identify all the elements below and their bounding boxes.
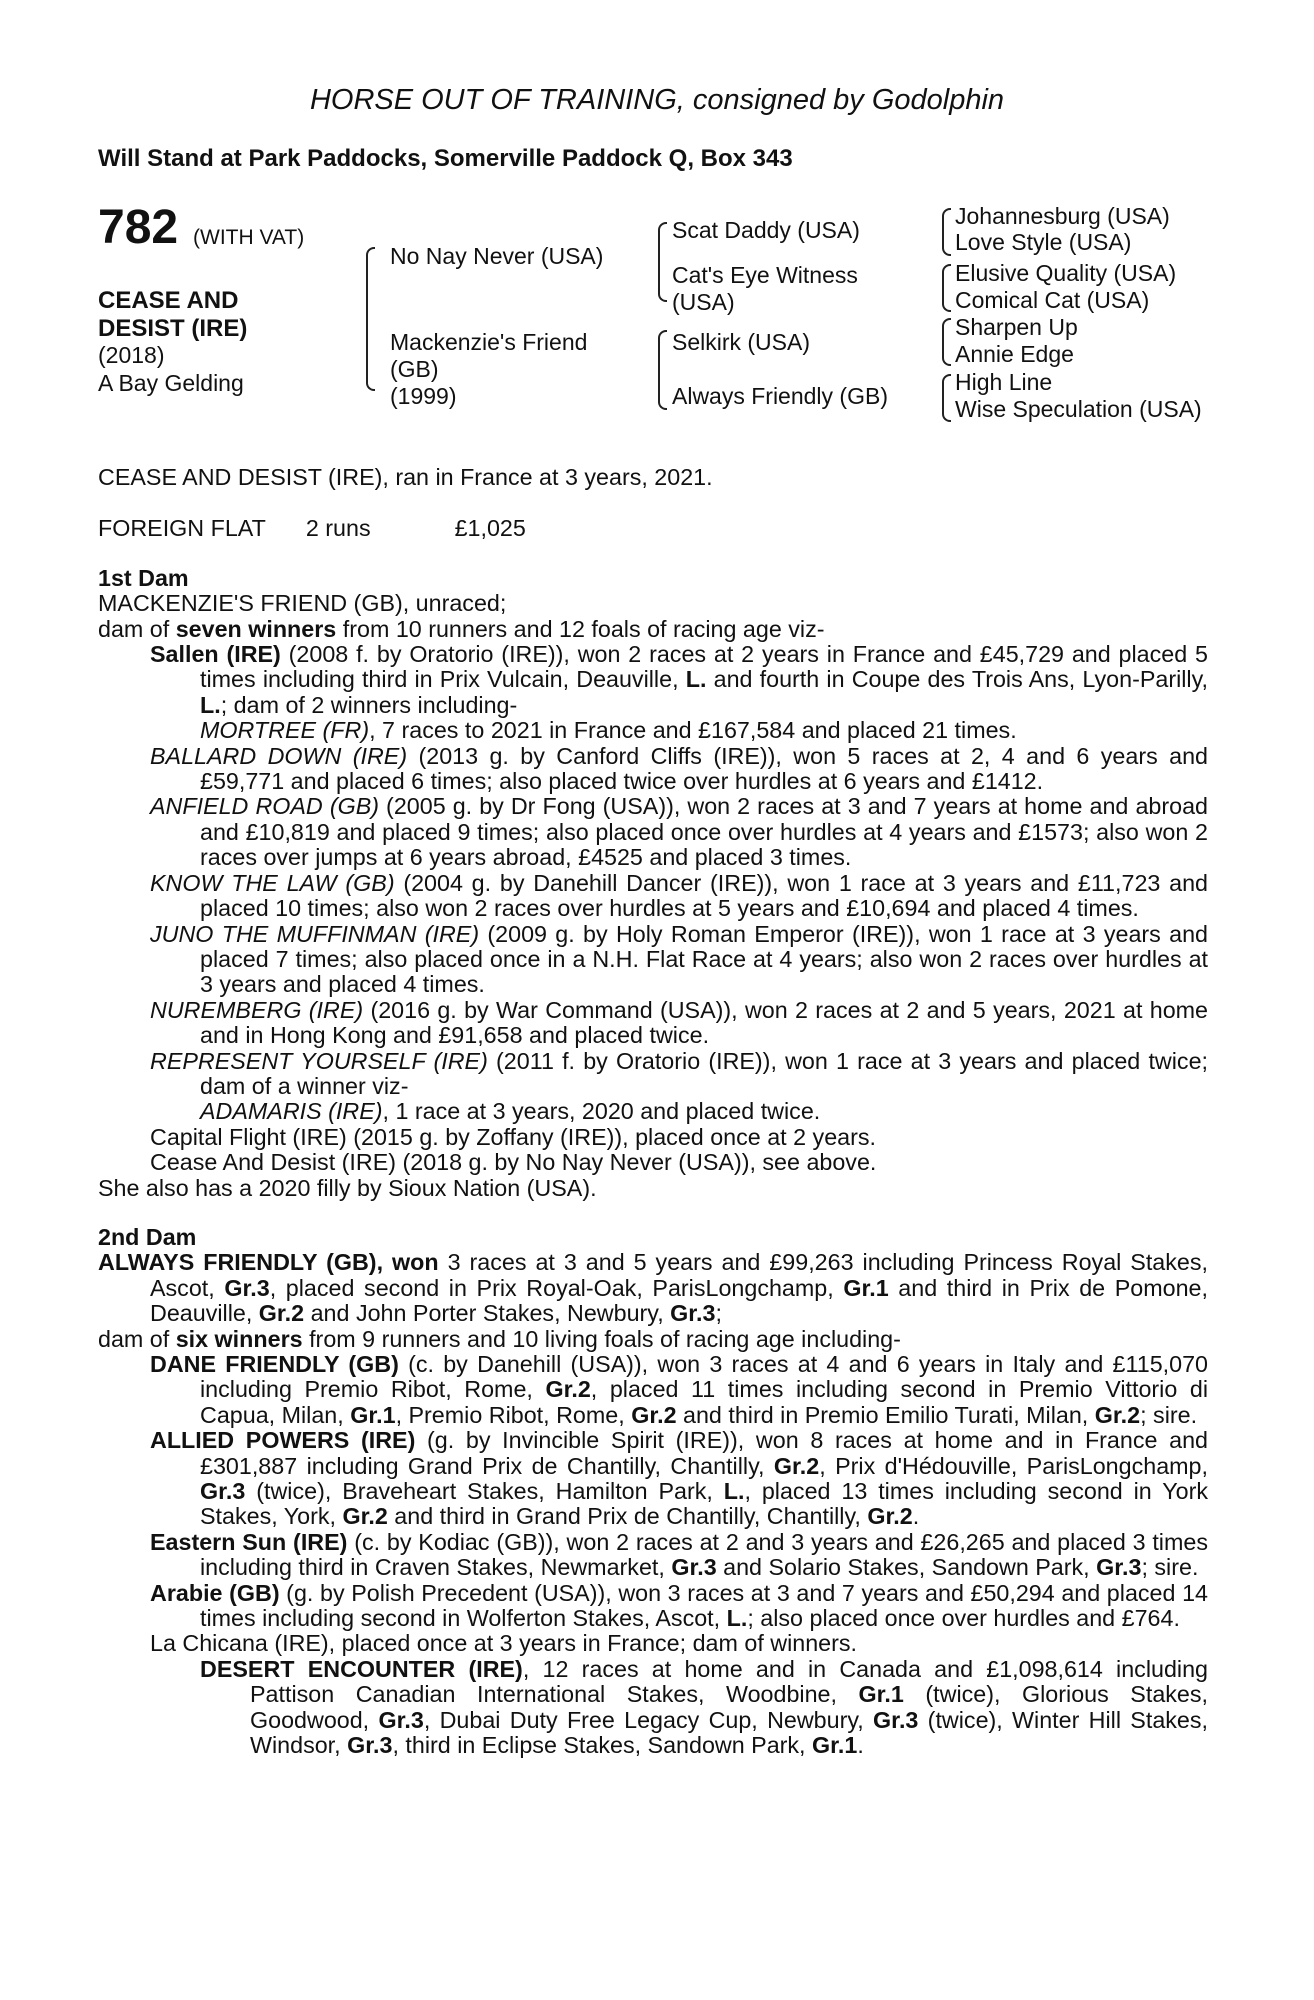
progeny-cease-and-desist: Cease And Desist (IRE) (2018 g. by No Nay Never (USA)), see above. [150, 1149, 877, 1176]
first-dam-name: MACKENZIE'S FRIEND (GB), unraced; [98, 590, 507, 617]
horse-meta [98, 341, 244, 397]
pedigree-brace-bottom [366, 323, 375, 391]
record-earnings: £1,025 [454, 515, 526, 542]
pedigree-dss: Sharpen Up [955, 314, 1078, 340]
pedigree-sire-dam [672, 262, 858, 316]
progeny-la-chicana: La Chicana (IRE), placed once at 3 years in France; dam of winners. [150, 1630, 858, 1657]
horse-description: A Bay Gelding [98, 370, 244, 396]
pedigree-dam-line1: Mackenzie's Friend [390, 329, 588, 355]
pedigree-sire-sire: Scat Daddy (USA) [672, 217, 860, 243]
pedigree-dam-sire: Selkirk (USA) [672, 329, 811, 355]
pedigree-sire: No Nay Never (USA) [390, 243, 604, 269]
progeny-juno: JUNO THE MUFFINMAN (IRE) (2009 g. by Holy Roman Emperor (IRE)), won 1 race at 3 years and placed 7 times; also placed once in a N.H. Flat Race at 4 years; also won 2 races over hurdles at 3 years and placed 4 times. [150, 920, 1208, 998]
progeny-allied-powers: ALLIED POWERS (IRE) (g. by Invincible Spirit (IRE)), won 8 races at home and in France and £301,887 including Grand Prix de Chantilly, Chantilly, Gr.2, Prix d'Hédouville, ParisLongchamp, Gr.3 (twice), Braveheart Stakes, Hamilton Park, L., placed 13 times including second in York Stakes, York, Gr.2 and third in Grand Prix de Chantilly, Chantilly, Gr.2. [150, 1427, 1209, 1530]
pedigree-sire-dam-line1: Cat's Eye Witness [672, 262, 858, 288]
progeny-represent-yourself: REPRESENT YOURSELF (IRE) (2011 f. by Oratorio (IRE)), won 1 race at 3 years and placed twice; dam of a winner viz- [150, 1047, 1208, 1099]
race-record [98, 514, 1208, 541]
page-title: HORSE OUT OF TRAINING, consigned by Godolphin [309, 84, 1005, 116]
pedigree-brace-g3-3 [942, 318, 951, 366]
progeny-arabie: Arabie (GB) (g. by Polish Precedent (USA)), won 3 races at 3 and 7 years and £50,294 and placed 14 times including second in Wolferton Stakes, Ascot, L.; also placed once over hurdles and £764. [150, 1579, 1208, 1632]
foaling-year: (2018) [98, 342, 165, 368]
pedigree-dam-dam: Always Friendly (GB) [672, 383, 888, 409]
first-dam-heading: 1st Dam [98, 564, 189, 591]
stand-location: Will Stand at Park Paddocks, Somerville Paddock Q, Box 343 [98, 145, 793, 172]
pedigree-dsd: Annie Edge [955, 341, 1074, 367]
progeny-ballard-down: BALLARD DOWN (IRE) (2013 g. by Canford Cliffs (IRE)), won 5 races at 2, 4 and 6 years and £59,771 and placed 6 times; also placed twice over hurdles at 6 years and £1412. [150, 742, 1209, 795]
catalogue-body [98, 465, 1208, 1759]
progeny-dane-friendly: DANE FRIENDLY (GB) (c. by Danehill (USA)), won 3 races at 4 and 6 years in Italy and £115,070 including Premio Ribot, Rome, Gr.2, placed 11 times including second in Premio Vittorio di Capua, Milan, Gr.1, Premio Ribot, Rome, Gr.2 and third in Premio Emilio Turati, Milan, Gr.2; sire. [150, 1351, 1208, 1428]
record-runs: 2 runs [305, 515, 371, 542]
progeny-nuremberg: NUREMBERG (IRE) (2016 g. by War Command (USA)), won 2 races at 2 and 5 years, 2021 at home and in Hong Kong and £91,658 and placed twice. [150, 996, 1209, 1049]
pedigree-sds: Elusive Quality (USA) [955, 260, 1177, 286]
pedigree-brace-sire-parents [658, 222, 667, 302]
second-dam-produce: dam of six winners from 9 runners and 10 living foals of racing age including- [98, 1325, 901, 1352]
lot-number: 782 [98, 201, 179, 254]
second-dam-heading: 2nd Dam [98, 1223, 197, 1250]
pedigree-dam [390, 329, 587, 410]
progeny-adamaris: ADAMARIS (IRE), 1 race at 3 years, 2020 and placed twice. [200, 1098, 821, 1125]
progeny-eastern-sun: Eastern Sun (IRE) (c. by Kodiac (GB)), won 2 races at 2 and 3 years and £26,265 and placed 3 times including third in Craven Stakes, Newmarket, Gr.3 and Solario Stakes, Sandown Park, Gr.3; sire. [150, 1528, 1208, 1581]
progeny-anfield-road: ANFIELD ROAD (GB) (2005 g. by Dr Fong (USA)), won 2 races at 3 and 7 years at home and abroad and £10,819 and placed 9 times; also placed once over hurdles at 4 years and £1573; also won 2 races over jumps at 6 years abroad, £4525 and placed 3 times. [150, 793, 1208, 871]
second-dam-record: ALWAYS FRIENDLY (GB), won 3 races at 3 and 5 years and £99,263 including Princess Royal Stakes, Ascot, Gr.3, placed second in Prix Royal-Oak, ParisLongchamp, Gr.1 and third in Prix de Pomone, Deauville, Gr.2 and John Porter Stakes, Newbury, Gr.3; [98, 1249, 1208, 1327]
horse-name [98, 287, 247, 343]
pedigree-ddd: Wise Speculation (USA) [955, 396, 1202, 422]
pedigree-brace-top [366, 247, 375, 326]
progeny-sallen: Sallen (IRE) (2008 f. by Oratorio (IRE)), won 2 races at 2 years in France and £45,729 and placed 5 times including third in Prix Vulcain, Deauville, L. and fourth in Coupe des Trois Ans, Lyon-Parilly, L.; dam of 2 winners including- [150, 641, 1208, 718]
pedigree-brace-g3-2 [942, 264, 951, 312]
progeny-know-the-law: KNOW THE LAW (GB) (2004 g. by Danehill Dancer (IRE)), won 1 race at 3 years and £11,723 and placed 10 times; also won 2 races over hurdles at 5 years and £10,694 and placed 4 times. [150, 869, 1208, 922]
pedigree-dam-line3: (1999) [390, 383, 457, 409]
pedigree-sire-dam-line2: (USA) [672, 289, 735, 315]
horse-name-line2: DESIST (IRE) [98, 315, 248, 342]
first-dam-note: She also has a 2020 filly by Sioux Nation (USA). [98, 1174, 597, 1201]
pedigree-ssd: Love Style (USA) [955, 229, 1132, 255]
race-summary: CEASE AND DESIST (IRE), ran in France at 3 years, 2021. [98, 464, 713, 490]
pedigree-dam-line2: (GB) [390, 356, 439, 382]
pedigree-dds: High Line [955, 369, 1053, 395]
pedigree-brace-dam-parents [658, 330, 667, 410]
progeny-desert-encounter: DESERT ENCOUNTER (IRE), 12 races at home and in Canada and £1,098,614 including Pattison Canadian International Stakes, Woodbine, Gr.1 (twice), Glorious Stakes, Goodwood, Gr.3, Dubai Duty Free Legacy Cup, Newbury, Gr.3 (twice), Winter Hill Stakes, Windsor, Gr.3, third in Eclipse Stakes, Sandown Park, Gr.1. [200, 1655, 1209, 1759]
pedigree-sss: Johannesburg (USA) [955, 203, 1170, 229]
first-dam-produce: dam of seven winners from 10 runners and 12 foals of racing age viz- [98, 615, 825, 642]
horse-name-line1: CEASE AND [98, 287, 239, 314]
progeny-capital-flight: Capital Flight (IRE) (2015 g. by Zoffany (IRE)), placed once at 2 years. [150, 1123, 876, 1150]
pedigree-sdd: Comical Cat (USA) [955, 287, 1150, 313]
vat-label: (WITH VAT) [193, 226, 305, 249]
pedigree-brace-g3-4 [942, 374, 951, 422]
record-label: FOREIGN FLAT [98, 515, 266, 542]
progeny-mortree: MORTREE (FR), 7 races to 2021 in France and £167,584 and placed 21 times. [200, 717, 1017, 744]
pedigree-brace-g3-1 [942, 208, 951, 256]
